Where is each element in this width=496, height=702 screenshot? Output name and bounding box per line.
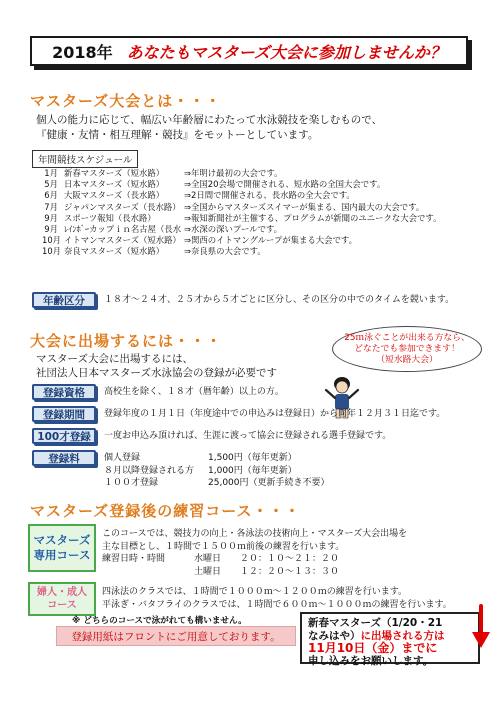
- women-course-label: 婦人・成人 コース: [28, 582, 96, 616]
- fee-row: １００才登録 25,000円（更新手続き不要）: [104, 478, 330, 488]
- section-heading-entry: 大会に出場するには・・・: [30, 332, 223, 350]
- title-year: 2018年: [52, 42, 113, 62]
- registration-period-label: 登録期間: [32, 406, 96, 422]
- age100-label: 100才登録: [32, 428, 96, 444]
- registration-period-text: 登録年度の１月１日（年度途中での申込みは登録日）から同年１２月３１日迄です。: [104, 409, 446, 419]
- eligibility-callout: [332, 326, 482, 372]
- age100-text: 一度お申込み頂ければ、生涯に渡って協会に登録される選手登録です。: [104, 431, 392, 441]
- schedule-row: 1月 新春マスターズ（短水路） ⇒年明け最初の大会です。: [44, 168, 283, 178]
- section-heading-about: マスターズ大会とは・・・: [30, 92, 222, 110]
- deadline-notice: [300, 612, 480, 667]
- fee-row: 個人登録 1,500円（毎年更新）: [104, 453, 297, 463]
- qualification-text: 高校生を除く、１８才（暦年齢）以上の方。: [104, 387, 284, 397]
- masters-course-description: このコースでは、競技力の向上・各泳法の技術向上・マスターズ大会出場を 主な目標とし、１時間で１５００ｍ前後の練習を行います。 練習日時・時間 水曜日 ２０：１０～２１：２０ 土曜日 １２：２０～１３：３０: [102, 529, 408, 577]
- entry-text-line2: 社団法人日本マスターズ水泳協会の登録が必要です: [36, 367, 277, 379]
- notice-deadline: 11月10日（金）までに: [308, 641, 438, 655]
- fee-row: ８月以降登録される方 1,000円（毎年更新）: [104, 465, 297, 476]
- schedule-list: [42, 168, 442, 258]
- schedule-row: 9月 スポーツ報知（長水路） ⇒報知新聞社が主催する、プログラムが新聞のユニークな大会です。: [44, 212, 442, 223]
- qualification-label: 登録資格: [32, 384, 96, 400]
- schedule-row: 10月 イトマンマスターズ（短水路） ⇒関西のイトマングループが集まる大会です。: [42, 235, 358, 246]
- age-category-text: １８才～２４才、２５才から５才ごとに区分し、その区分の中でのタイムを競います。: [104, 295, 455, 305]
- about-text-line2: 『健康・友情・相互理解・競技』をモットーとしています。: [36, 129, 319, 141]
- schedule-label: 年間競技スケジュール: [32, 150, 138, 168]
- age-category-label: 年齢区分: [32, 292, 96, 308]
- callout-line1: 25ｍ泳ぐことが出来る方なら、: [344, 332, 470, 343]
- schedule-row: 5月 日本マスターズ（短水路） ⇒全国20会場で開催される、短水路の全国大会です。: [44, 179, 386, 190]
- course-footnote: ※ どちらのコースで泳がれても構いません。: [72, 616, 247, 626]
- form-available-notice: 登録用紙はフロントにご用意しております。: [56, 626, 296, 646]
- schedule-row: 6月 大阪マスターズ（長水路） ⇒2日間で開催される、長水路の全大会です。: [44, 190, 355, 201]
- callout-line2: どなたでも参加できます！: [354, 343, 460, 354]
- attention-arrow-icon: [470, 604, 492, 650]
- page-title-banner: [30, 36, 468, 66]
- notice-line4: 申し込みをお願いします。: [308, 654, 434, 667]
- entry-text-line1: マスターズ大会に出場するには、: [36, 353, 193, 365]
- masters-course-label: マスターズ 専用コース: [28, 524, 96, 572]
- women-course-description: 四泳法のクラスでは、１時間で１０００ｍ～１２００ｍの練習を行います。 平泳ぎ・バタフライのクラスでは、１時間で６００ｍ～１０００ｍの練習を行います。: [102, 587, 452, 610]
- about-text-line1: 個人の能力に応じて、幅広い年齢層にわたって水泳競技を楽しむもので、: [36, 114, 383, 126]
- schedule-row: 9月 ﾚｲﾝﾎﾞｰカップｉｎ名古屋（長水 ⇒水深の深いプールです。: [44, 224, 283, 235]
- callout-line3: （短水路大会）: [376, 354, 438, 365]
- notice-line1: 新春マスターズ（1/20・21: [308, 617, 443, 629]
- schedule-row: 7月 ジャパンマスターズ（長水路） ⇒全国からマスターズスイマーが集まる、国内最大の大会です。: [44, 201, 425, 212]
- fee-label: 登録料: [32, 450, 96, 466]
- notice-line2: なみはや）に出場される方は: [308, 629, 445, 642]
- section-heading-courses: マスターズ登録後の練習コース・・・: [30, 502, 301, 520]
- schedule-row: 10月 奈良マスターズ（短水路） ⇒奈良県の大会です。: [42, 246, 266, 257]
- page-title: あなたもマスターズ大会に参加しませんか？: [126, 42, 446, 62]
- fee-table: [104, 452, 330, 490]
